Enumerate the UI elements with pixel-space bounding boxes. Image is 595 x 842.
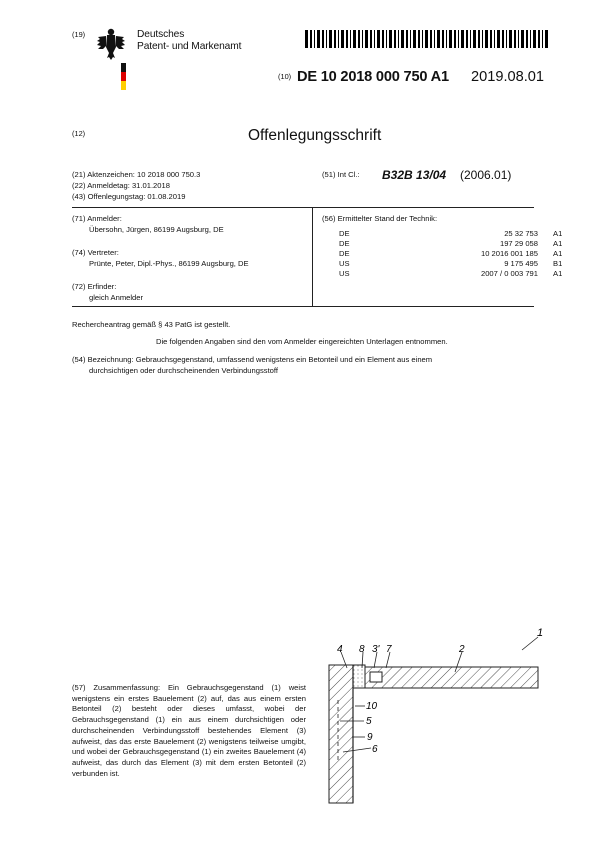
translucent-joint-element-3 (353, 665, 365, 688)
search-request-note: Rechercheantrag gemäß § 43 PatG ist gestellt. (72, 320, 231, 329)
inid-code-10: (10) (278, 72, 292, 81)
prior-art-kind: A1 (553, 239, 563, 248)
abstract-text: (57) Zusammenfassung: Ein Gebrauchsgegenstand (1) weist wenigstens ein erstes Bauelement (2) auf, das aus einem ersten Betonteil (2) besteht oder dieses umfasst, wobei der Gebrauchsgegenstand (1) ein aus einem durchsichtigen oder durchscheinenden Verbindungsstoff bestehendes Element (3) aufweist, das das erste Bauelement (2) wenigstens teilweise umgibt, und wobei der Gebrauchsgegenstand (1) ein zweites Bauelement (4) aufweist, das durch das Element (3) mit dem ersten Betonteil (2) verbunden ist. (72, 683, 306, 778)
publication-number: DE 10 2018 000 750 A1 (297, 69, 449, 85)
ref-label-1: 1 (537, 627, 544, 639)
inid-code-19: (19) (72, 30, 86, 39)
inventor-value: gleich Anmelder (89, 293, 144, 302)
prior-art-country: DE (339, 249, 350, 258)
ref-label-7: 7 (386, 644, 392, 655)
prior-art-label: (56) Ermittelter Stand der Technik: (322, 214, 438, 223)
prior-art-number: 10 2016 001 185 (480, 249, 538, 258)
ipc-code: B32B 13/04 (382, 168, 447, 182)
ipc-label: (51) Int Cl.: (322, 170, 360, 179)
inid-code-12: (12) (72, 129, 86, 138)
title-of-invention-line1: (54) Bezeichnung: Gebrauchsgegenstand, umfassend wenigstens ein Betonteil und ein Element aus einem (72, 355, 433, 364)
applicant-label: (71) Anmelder: (72, 214, 122, 223)
prior-art-kind: A1 (553, 229, 563, 238)
office-name-line2: Patent- und Markenamt (137, 41, 242, 52)
inventor-label: (72) Erfinder: (72, 282, 117, 291)
prior-art-number: 197 29 058 (499, 239, 538, 248)
prior-art-country: US (339, 259, 350, 268)
prior-art-number: 25 32 753 (504, 229, 538, 238)
ref-label-6: 6 (372, 744, 378, 755)
prior-art-kind: A1 (553, 249, 563, 258)
representative-value: Prünte, Peter, Dipl.-Phys., 86199 Augsburg, DE (89, 259, 249, 268)
prior-art-kind: B1 (553, 259, 563, 268)
prior-art-kind: A1 (553, 269, 563, 278)
ref-label-3-prime: 3' (372, 644, 380, 655)
document-type-title: Offenlegungsschrift (248, 127, 382, 144)
laid-open-date: (43) Offenlegungstag: 01.08.2019 (72, 192, 186, 201)
wall-element-4 (329, 665, 353, 803)
office-name-line1: Deutsches (137, 29, 185, 40)
ipc-version: (2006.01) (460, 168, 512, 182)
prior-art-number: 2007 / 0 003 791 (480, 269, 538, 278)
publication-date: 2019.08.01 (471, 69, 545, 85)
prior-art-country: DE (339, 239, 350, 248)
prior-art-number: 9 175 495 (504, 259, 538, 268)
ref-label-9: 9 (367, 732, 373, 743)
title-of-invention-line2: durchsichtigen oder durchscheinenden Verbindungsstoff (89, 366, 278, 375)
applicant-value: Übersohn, Jürgen, 86199 Augsburg, DE (89, 225, 224, 234)
filing-date: (22) Anmeldetag: 31.01.2018 (72, 181, 170, 190)
prior-art-country: DE (339, 229, 350, 238)
application-number: (21) Aktenzeichen: 10 2018 000 750.3 (72, 170, 201, 179)
ref-label-8: 8 (359, 644, 365, 655)
ref-label-10: 10 (366, 701, 378, 712)
representative-label: (74) Vertreter: (72, 248, 119, 257)
ref-label-5: 5 (366, 716, 372, 727)
ref-label-2: 2 (459, 644, 465, 655)
disclaimer-note: Die folgenden Angaben sind den vom Anmelder eingereichten Unterlagen entnommen. (156, 337, 448, 346)
ref-label-4: 4 (337, 644, 343, 655)
concrete-slab-element-2 (365, 667, 538, 688)
cavity-detail (370, 672, 382, 682)
prior-art-country: US (339, 269, 350, 278)
